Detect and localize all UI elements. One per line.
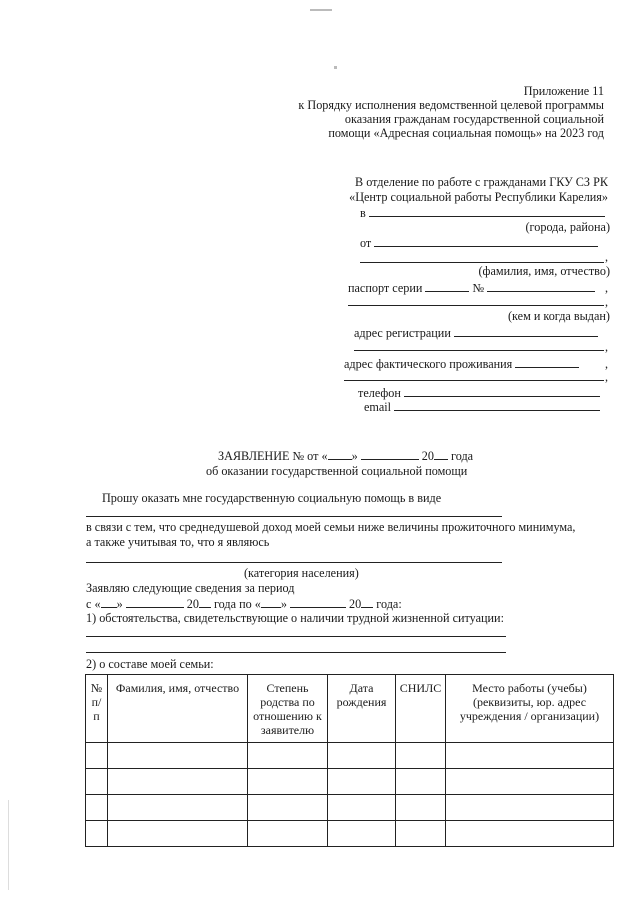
period-end-day-blank[interactable] <box>261 596 281 608</box>
period-end-year-blank[interactable] <box>361 596 373 608</box>
appendix-line: Приложение 11 <box>523 84 604 98</box>
table-header-row <box>86 675 614 743</box>
comma: , <box>605 281 609 295</box>
addressee-line: В отделение по работе с гражданами ГКУ СЗ РК <box>355 175 608 189</box>
income-text: в связи с тем, что среднедушевой доход моей семьи ниже величины прожиточного минимума, <box>86 520 576 534</box>
period-start-month-blank[interactable] <box>126 596 184 608</box>
passport-issued-blank[interactable] <box>348 305 604 306</box>
period-text: с « <box>86 597 101 611</box>
table-cell[interactable] <box>446 769 614 795</box>
table-cell[interactable] <box>328 769 396 795</box>
table-cell[interactable] <box>328 795 396 821</box>
table-row <box>86 821 614 847</box>
table-cell[interactable] <box>396 743 446 769</box>
period-end-month-blank[interactable] <box>290 596 346 608</box>
category-blank[interactable] <box>86 562 502 563</box>
table-cell[interactable] <box>396 795 446 821</box>
statement-title <box>218 448 473 464</box>
email-field <box>364 399 600 415</box>
passport-series-blank[interactable] <box>425 280 469 292</box>
scan-speck <box>8 800 9 890</box>
email-label: email <box>364 400 392 414</box>
assistance-type-blank[interactable] <box>86 516 502 517</box>
category-hint: (категория населения) <box>244 566 359 580</box>
number-sign: № <box>472 281 485 295</box>
table-cell[interactable] <box>108 795 248 821</box>
name-hint: (фамилия, имя, отчество) <box>478 264 610 278</box>
day-blank[interactable] <box>328 448 352 460</box>
col-number: № п/ п <box>86 675 108 743</box>
table-cell[interactable] <box>248 769 328 795</box>
table-cell[interactable] <box>396 769 446 795</box>
statement-subtitle: об оказании государственной социальной помощи <box>206 464 468 478</box>
table-cell[interactable] <box>446 743 614 769</box>
appendix-line: помощи «Адресная социальная помощь» на 2023 год <box>328 126 604 140</box>
col-relation: Степень родства по отношению к заявителю <box>248 675 328 743</box>
table-cell[interactable] <box>248 821 328 847</box>
period-text: 20 <box>349 597 362 611</box>
situation-blank[interactable] <box>86 636 506 637</box>
email-blank[interactable] <box>394 399 600 411</box>
item-1: 1) обстоятельства, свидетельствующие о наличии трудной жизненной ситуации: <box>86 611 504 625</box>
table-cell[interactable] <box>86 795 108 821</box>
period-start-day-blank[interactable] <box>101 596 117 608</box>
request-text: Прошу оказать мне государственную социальную помощь в виде <box>102 491 442 505</box>
table-cell[interactable] <box>108 769 248 795</box>
addressee-line: «Центр социальной работы Республики Карелия» <box>349 190 608 204</box>
appendix-line: к Порядку исполнения ведомственной целевой программы <box>298 98 604 112</box>
table-cell[interactable] <box>108 743 248 769</box>
income-text: а также учитывая то, что я являюсь <box>86 535 270 549</box>
table-cell[interactable] <box>86 769 108 795</box>
table-row <box>86 769 614 795</box>
col-full-name: Фамилия, имя, отчество <box>108 675 248 743</box>
period-label: Заявляю следующие сведения за период <box>86 581 295 595</box>
col-workplace: Место работы (учебы) (реквизиты, юр. адрес учреждения / организации) <box>446 675 614 743</box>
comma: , <box>605 357 609 371</box>
table-cell[interactable] <box>446 795 614 821</box>
item-2: 2) о составе моей семьи: <box>86 657 214 671</box>
comma: , <box>605 250 609 264</box>
table-cell[interactable] <box>328 743 396 769</box>
table-cell[interactable] <box>86 821 108 847</box>
passport-label: паспорт серии <box>348 281 423 295</box>
actual-address-label: адрес фактического проживания <box>344 357 513 371</box>
col-snils: СНИЛС <box>396 675 446 743</box>
city-hint: (города, района) <box>525 220 610 234</box>
table-cell[interactable] <box>86 743 108 769</box>
actual-address-blank-2[interactable] <box>344 380 604 381</box>
reg-address-field <box>354 325 598 341</box>
city-field <box>360 205 605 221</box>
city-blank[interactable] <box>369 205 605 217</box>
period-field <box>86 596 402 612</box>
scan-speck <box>334 66 337 69</box>
from-field <box>360 235 598 251</box>
col-birth-date: Дата рождения <box>328 675 396 743</box>
reg-address-blank[interactable] <box>454 325 598 337</box>
family-table <box>85 674 614 847</box>
period-start-year-blank[interactable] <box>199 596 211 608</box>
comma: , <box>605 295 609 309</box>
situation-blank[interactable] <box>86 652 506 653</box>
table-cell[interactable] <box>446 821 614 847</box>
comma: , <box>605 340 609 354</box>
table-cell[interactable] <box>248 795 328 821</box>
period-text: года по « <box>213 597 261 611</box>
table-row <box>86 743 614 769</box>
period-text: » <box>116 597 123 611</box>
table-cell[interactable] <box>328 821 396 847</box>
reg-address-blank-2[interactable] <box>354 350 604 351</box>
passport-number-blank[interactable] <box>487 280 595 292</box>
table-cell[interactable] <box>248 743 328 769</box>
from-blank-2[interactable] <box>360 262 604 263</box>
actual-address-blank[interactable] <box>515 356 579 368</box>
comma: , <box>605 370 609 384</box>
from-blank[interactable] <box>374 235 598 247</box>
period-text: » <box>280 597 287 611</box>
passport-field <box>348 280 595 296</box>
from-label: от <box>360 236 372 250</box>
phone-blank[interactable] <box>404 385 600 397</box>
month-blank[interactable] <box>361 448 419 460</box>
table-cell[interactable] <box>108 821 248 847</box>
title-text: года <box>451 449 474 463</box>
actual-address-field <box>344 356 579 372</box>
issued-hint: (кем и когда выдан) <box>508 309 610 323</box>
title-text: 20 <box>421 449 434 463</box>
phone-label: телефон <box>358 386 401 400</box>
title-text: ЗАЯВЛЕНИЕ № от « <box>218 449 328 463</box>
period-text: года: <box>376 597 402 611</box>
table-row <box>86 795 614 821</box>
appendix-line: оказания гражданам государственной социальной <box>344 112 604 126</box>
in-label: в <box>360 206 366 220</box>
title-text: » <box>351 449 358 463</box>
reg-address-label: адрес регистрации <box>354 326 451 340</box>
period-text: 20 <box>186 597 199 611</box>
year-blank[interactable] <box>434 448 448 460</box>
scan-speck <box>310 9 332 11</box>
table-cell[interactable] <box>396 821 446 847</box>
